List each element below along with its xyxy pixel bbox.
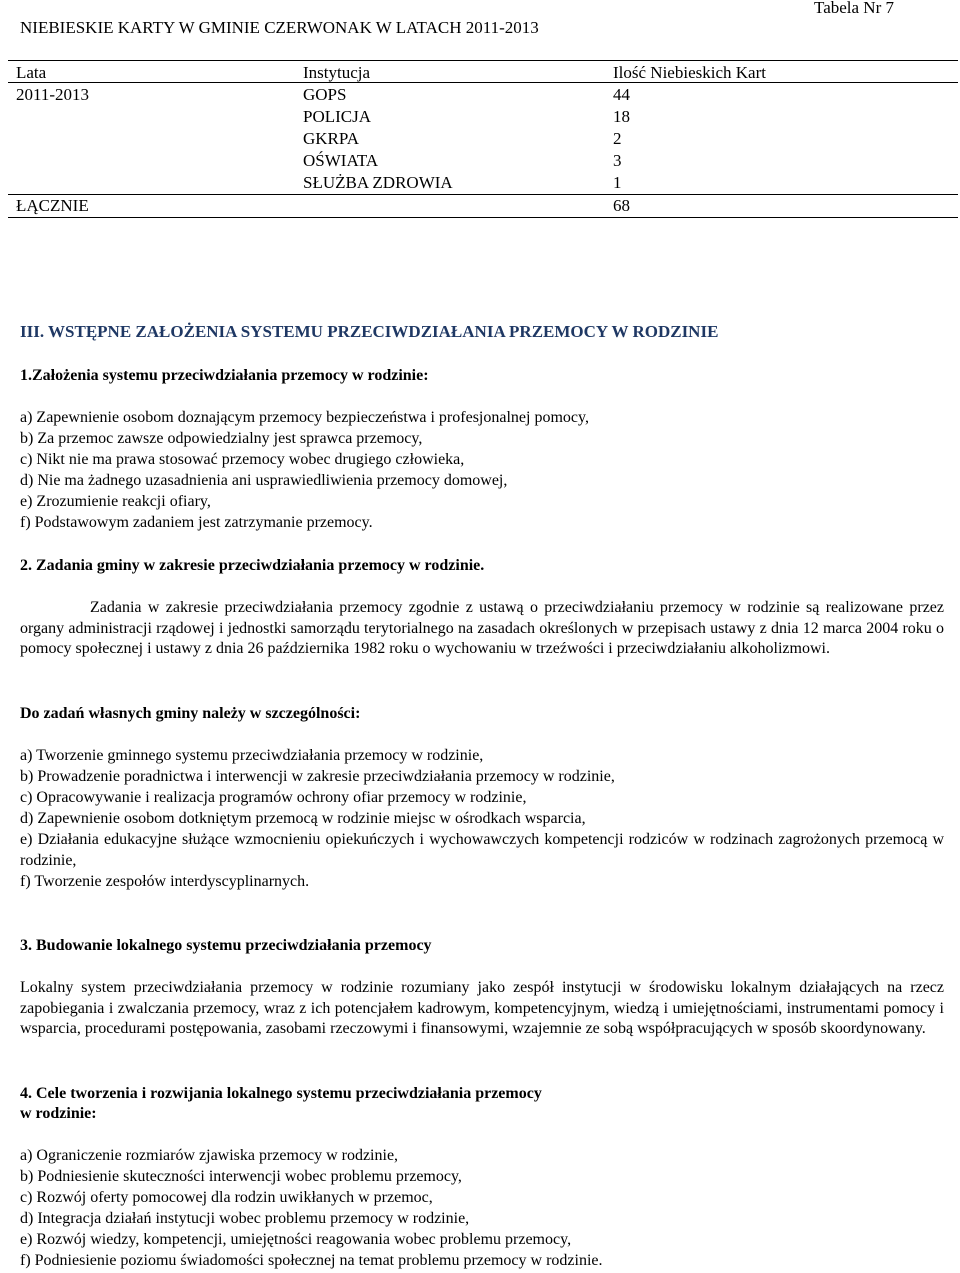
- list-item: b) Prowadzenie poradnictwa i interwencji w zakresie przeciwdziałania przemocy w rodzinie,: [20, 768, 615, 785]
- document-title: NIEBIESKIE KARTY W GMINIE CZERWONAK W LATACH 2011-2013: [20, 18, 539, 37]
- subsection-1-heading: 1.Założenia systemu przeciwdziałania przemocy w rodzinie:: [20, 367, 429, 384]
- list-item: c) Nikt nie ma prawa stosować przemocy wobec drugiego człowieka,: [20, 451, 465, 468]
- list-item: c) Rozwój oferty pomocowej dla rodzin uwikłanych w przemoc,: [20, 1189, 433, 1206]
- total-value: 68: [613, 196, 630, 215]
- list-item: e) Zrozumienie reakcji ofiary,: [20, 493, 211, 510]
- subsection-4-heading: 4. Cele tworzenia i rozwijania lokalnego systemu przeciwdziałania przemocy: [20, 1085, 542, 1102]
- list-item: d) Zapewnienie osobom dotkniętym przemocą w rodzinie miejsc w ośrodkach wsparcia,: [20, 810, 586, 827]
- column-header-institution: Instytucja: [303, 63, 371, 82]
- institution-cell: SŁUŻBA ZDROWIA: [303, 173, 453, 192]
- header-bottom-border: [8, 82, 958, 83]
- list-item: a) Ograniczenie rozmiarów zjawiska przemocy w rodzinie,: [20, 1147, 399, 1164]
- count-cell: 3: [613, 151, 622, 170]
- count-cell: 18: [613, 107, 630, 126]
- total-row-top-border: [8, 194, 958, 195]
- table-top-border: [8, 60, 958, 61]
- subsection-2-heading: 2. Zadania gminy w zakresie przeciwdziałania przemocy w rodzinie.: [20, 557, 485, 574]
- subsection-2-paragraph: Zadania w zakresie przeciwdziałania przemocy zgodnie z ustawą o przeciwdziałaniu przemocy w rodzinie są realizowane przez organy administracji rządowej i jednostki samorządu terytorialnego na zasadach określonych w przepisach ustawy z dnia 12 marca 2004 roku o pomocy społecznej i ustawy z dnia 26 października 1982 roku o wychowaniu w trzeźwości i przeciwdziałaniu alkoholizmowi.: [20, 599, 944, 657]
- section-heading: III. WSTĘPNE ZAŁOŻENIA SYSTEMU PRZECIWDZIAŁANIA PRZEMOCY W RODZINIE: [20, 322, 719, 341]
- institution-cell: GOPS: [303, 85, 347, 104]
- list-item: b) Podniesienie skuteczności interwencji wobec problemu przemocy,: [20, 1168, 462, 1185]
- institution-cell: GKRPA: [303, 129, 360, 148]
- list-item: f) Tworzenie zespołów interdyscyplinarnych.: [20, 873, 310, 890]
- subsection-3-paragraph: Lokalny system przeciwdziałania przemocy w rodzinie rozumiany jako zespół instytucji w środowisku lokalnym działających na rzecz zapobiegania i zwalczania przemocy, wraz z ich potencjałem kadrowym, kompetencyjnym, wiedzą i umiejętnościami, instrumentami pomocy i wsparcia, procedurami postępowania, zasobami rzeczowymi i finansowymi, wzajemnie ze sobą współpracujących w sposób skoordynowany.: [20, 979, 944, 1037]
- list-item: b) Za przemoc zawsze odpowiedzialny jest sprawca przemocy,: [20, 430, 423, 447]
- years-cell: 2011-2013: [16, 85, 90, 104]
- list-item: a) Tworzenie gminnego systemu przeciwdziałania przemocy w rodzinie,: [20, 747, 484, 764]
- list-item: e) Rozwój wiedzy, kompetencji, umiejętności reagowania wobec problemu przemocy,: [20, 1231, 572, 1248]
- list-item: a) Zapewnienie osobom doznającym przemocy bezpieczeństwa i profesjonalnej pomocy,: [20, 409, 589, 426]
- count-cell: 1: [613, 173, 622, 192]
- subsection-4-heading-cont: w rodzinie:: [20, 1105, 97, 1122]
- table-number: Tabela Nr 7: [814, 0, 894, 17]
- list-item: f) Podniesienie poziomu świadomości społecznej na temat problemu przemocy w rodzinie.: [20, 1252, 603, 1269]
- list-item: e) Działania edukacyjne służące wzmocnieniu opiekuńczych i wychowawczych kompetencji rodziców w rodzinach zagrożonych przemocą w rodzinie,: [20, 831, 944, 869]
- table-bottom-border: [8, 217, 958, 218]
- list-item: d) Nie ma żadnego uzasadnienia ani usprawiedliwienia przemocy domowej,: [20, 472, 508, 489]
- institution-cell: OŚWIATA: [303, 151, 379, 170]
- subsection-3-heading: 3. Budowanie lokalnego systemu przeciwdziałania przemocy: [20, 937, 432, 954]
- column-header-years: Lata: [16, 63, 47, 82]
- count-cell: 44: [613, 85, 630, 104]
- column-header-count: Ilość Niebieskich Kart: [613, 63, 766, 82]
- list-item: c) Opracowywanie i realizacja programów ochrony ofiar przemocy w rodzinie,: [20, 789, 527, 806]
- own-tasks-heading: Do zadań własnych gminy należy w szczególności:: [20, 705, 361, 722]
- list-item: f) Podstawowym zadaniem jest zatrzymanie przemocy.: [20, 514, 373, 531]
- institution-cell: POLICJA: [303, 107, 372, 126]
- total-label: ŁĄCZNIE: [16, 196, 89, 215]
- list-item: d) Integracja działań instytucji wobec problemu przemocy w rodzinie,: [20, 1210, 470, 1227]
- count-cell: 2: [613, 129, 622, 148]
